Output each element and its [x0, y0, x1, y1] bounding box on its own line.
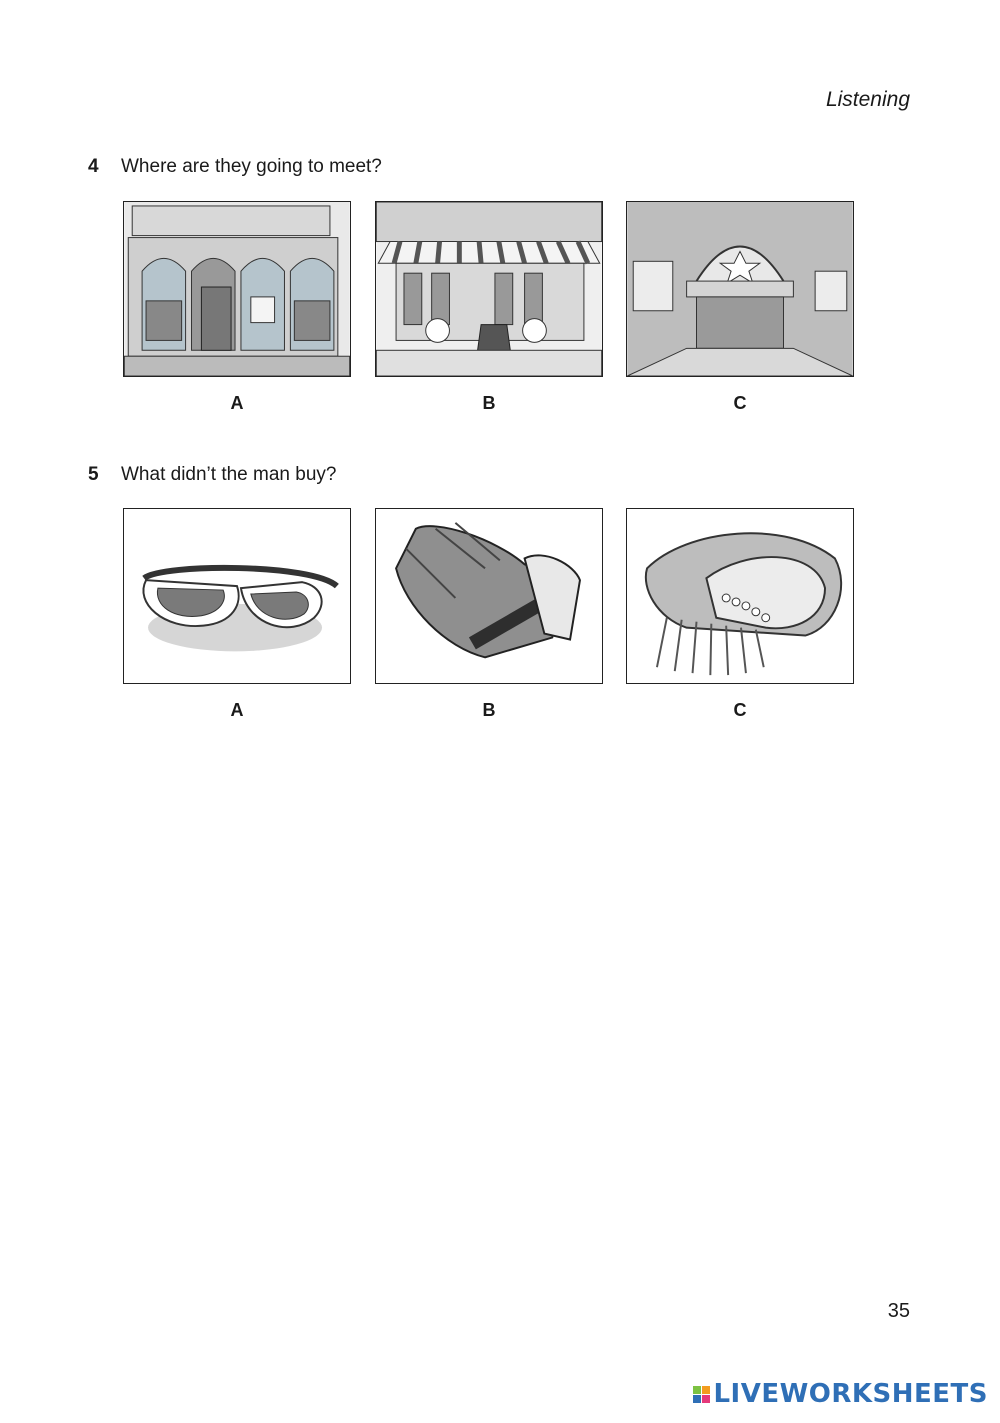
question-number: 4 [88, 156, 99, 177]
option-c-label: C [733, 393, 747, 413]
option-b-label: B [482, 393, 496, 413]
bookshop-icon [124, 202, 350, 376]
option-a-label: A [230, 700, 244, 720]
option-a-label: A [230, 393, 244, 413]
scarf-picture[interactable] [626, 508, 854, 684]
liveworksheets-logo[interactable] [693, 1379, 988, 1409]
question-5 [88, 464, 336, 486]
scarf-icon [627, 509, 853, 683]
cinema-icon [627, 202, 853, 376]
question-4 [88, 156, 382, 178]
sunglasses-picture[interactable] [123, 508, 351, 684]
sunglasses-icon [124, 509, 350, 683]
bookshop-picture[interactable] [123, 201, 351, 377]
option-c-label: C [733, 700, 747, 720]
cafe-picture[interactable] [375, 201, 603, 377]
cafe-icon [376, 202, 602, 376]
gloves-icon [376, 509, 602, 683]
brand-name: LIVEWORKSHEETS [713, 1379, 988, 1409]
logo-grid-icon [693, 1386, 710, 1403]
question-text: What didn’t the man buy? [121, 464, 337, 485]
cinema-picture[interactable] [626, 201, 854, 377]
question-number: 5 [88, 464, 99, 485]
question-text: Where are they going to meet? [121, 156, 382, 177]
page-number: 35 [887, 1300, 910, 1322]
gloves-picture[interactable] [375, 508, 603, 684]
section-title: Listening [825, 88, 910, 111]
option-b-label: B [482, 700, 496, 720]
